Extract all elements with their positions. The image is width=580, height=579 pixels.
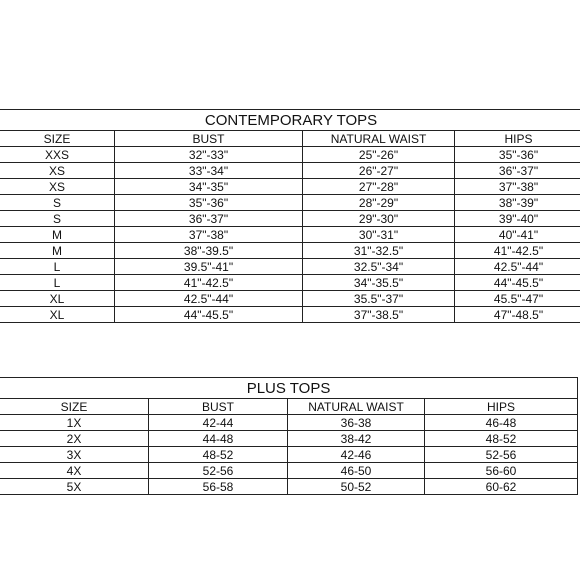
column-header-hips: HIPS: [425, 399, 578, 415]
bust-cell: 42.5"-44": [115, 291, 303, 307]
table-row: [0, 227, 580, 243]
bust-cell: 34"-35": [115, 179, 303, 195]
bust-cell: 33"-34": [115, 163, 303, 179]
size-cell: L: [0, 275, 115, 291]
column-header-bust: BUST: [149, 399, 288, 415]
hips-cell: 44"-45.5": [455, 275, 580, 291]
bust-cell: 39.5"-41": [115, 259, 303, 275]
bust-cell: 41"-42.5": [115, 275, 303, 291]
natural-waist-cell: 26"-27": [303, 163, 455, 179]
column-header-size: SIZE: [0, 131, 115, 147]
size-cell: L: [0, 259, 115, 275]
bust-cell: 48-52: [149, 447, 288, 463]
natural-waist-cell: 25"-26": [303, 147, 455, 163]
hips-cell: 36"-37": [455, 163, 580, 179]
table-row: [0, 147, 580, 163]
table-title-row: [0, 378, 578, 399]
size-cell: XL: [0, 291, 115, 307]
natural-waist-cell: 29"-30": [303, 211, 455, 227]
table-row: [0, 431, 578, 447]
bust-cell: 42-44: [149, 415, 288, 431]
bust-cell: 37"-38": [115, 227, 303, 243]
table-row: [0, 291, 580, 307]
hips-cell: 38"-39": [455, 195, 580, 211]
natural-waist-cell: 30"-31": [303, 227, 455, 243]
table-row: [0, 195, 580, 211]
bust-cell: 35"-36": [115, 195, 303, 211]
bust-cell: 56-58: [149, 479, 288, 495]
natural-waist-cell: 38-42: [288, 431, 425, 447]
column-header-hips: HIPS: [455, 131, 580, 147]
natural-waist-cell: 35.5"-37": [303, 291, 455, 307]
hips-cell: 46-48: [425, 415, 578, 431]
table-title-row: [0, 110, 580, 131]
hips-cell: 48-52: [425, 431, 578, 447]
natural-waist-cell: 27"-28": [303, 179, 455, 195]
table-row: [0, 415, 578, 431]
table-row: [0, 275, 580, 291]
table-title: PLUS TOPS: [0, 378, 578, 399]
natural-waist-cell: 34"-35.5": [303, 275, 455, 291]
size-cell: XL: [0, 307, 115, 323]
table-row: [0, 211, 580, 227]
contemporary-tops-table: [0, 109, 580, 323]
size-cell: 4X: [0, 463, 149, 479]
size-cell: M: [0, 227, 115, 243]
column-header-natural-waist: NATURAL WAIST: [288, 399, 425, 415]
hips-cell: 56-60: [425, 463, 578, 479]
size-cell: 1X: [0, 415, 149, 431]
table-title: CONTEMPORARY TOPS: [0, 110, 580, 131]
hips-cell: 40"-41": [455, 227, 580, 243]
natural-waist-cell: 31"-32.5": [303, 243, 455, 259]
hips-cell: 42.5"-44": [455, 259, 580, 275]
table-row: [0, 463, 578, 479]
natural-waist-cell: 46-50: [288, 463, 425, 479]
table-row: [0, 243, 580, 259]
column-header-size: SIZE: [0, 399, 149, 415]
natural-waist-cell: 32.5"-34": [303, 259, 455, 275]
table-row: [0, 163, 580, 179]
column-header-natural-waist: NATURAL WAIST: [303, 131, 455, 147]
bust-cell: 38"-39.5": [115, 243, 303, 259]
hips-cell: 45.5"-47": [455, 291, 580, 307]
size-cell: 3X: [0, 447, 149, 463]
hips-cell: 37"-38": [455, 179, 580, 195]
hips-cell: 52-56: [425, 447, 578, 463]
bust-cell: 52-56: [149, 463, 288, 479]
hips-cell: 35"-36": [455, 147, 580, 163]
natural-waist-cell: 37"-38.5": [303, 307, 455, 323]
table-row: [0, 307, 580, 323]
table-header-row: [0, 131, 580, 147]
table-row: [0, 447, 578, 463]
hips-cell: 47"-48.5": [455, 307, 580, 323]
natural-waist-cell: 50-52: [288, 479, 425, 495]
size-cell: XS: [0, 179, 115, 195]
natural-waist-cell: 36-38: [288, 415, 425, 431]
hips-cell: 39"-40": [455, 211, 580, 227]
bust-cell: 36"-37": [115, 211, 303, 227]
size-cell: 5X: [0, 479, 149, 495]
size-cell: 2X: [0, 431, 149, 447]
hips-cell: 60-62: [425, 479, 578, 495]
table-header-row: [0, 399, 578, 415]
natural-waist-cell: 28"-29": [303, 195, 455, 211]
table-row: [0, 259, 580, 275]
size-cell: XS: [0, 163, 115, 179]
bust-cell: 44"-45.5": [115, 307, 303, 323]
size-cell: M: [0, 243, 115, 259]
table-row: [0, 179, 580, 195]
bust-cell: 44-48: [149, 431, 288, 447]
plus-tops-table: [0, 377, 578, 495]
size-cell: S: [0, 211, 115, 227]
table-row: [0, 479, 578, 495]
column-header-bust: BUST: [115, 131, 303, 147]
hips-cell: 41"-42.5": [455, 243, 580, 259]
size-cell: S: [0, 195, 115, 211]
natural-waist-cell: 42-46: [288, 447, 425, 463]
size-cell: XXS: [0, 147, 115, 163]
bust-cell: 32"-33": [115, 147, 303, 163]
